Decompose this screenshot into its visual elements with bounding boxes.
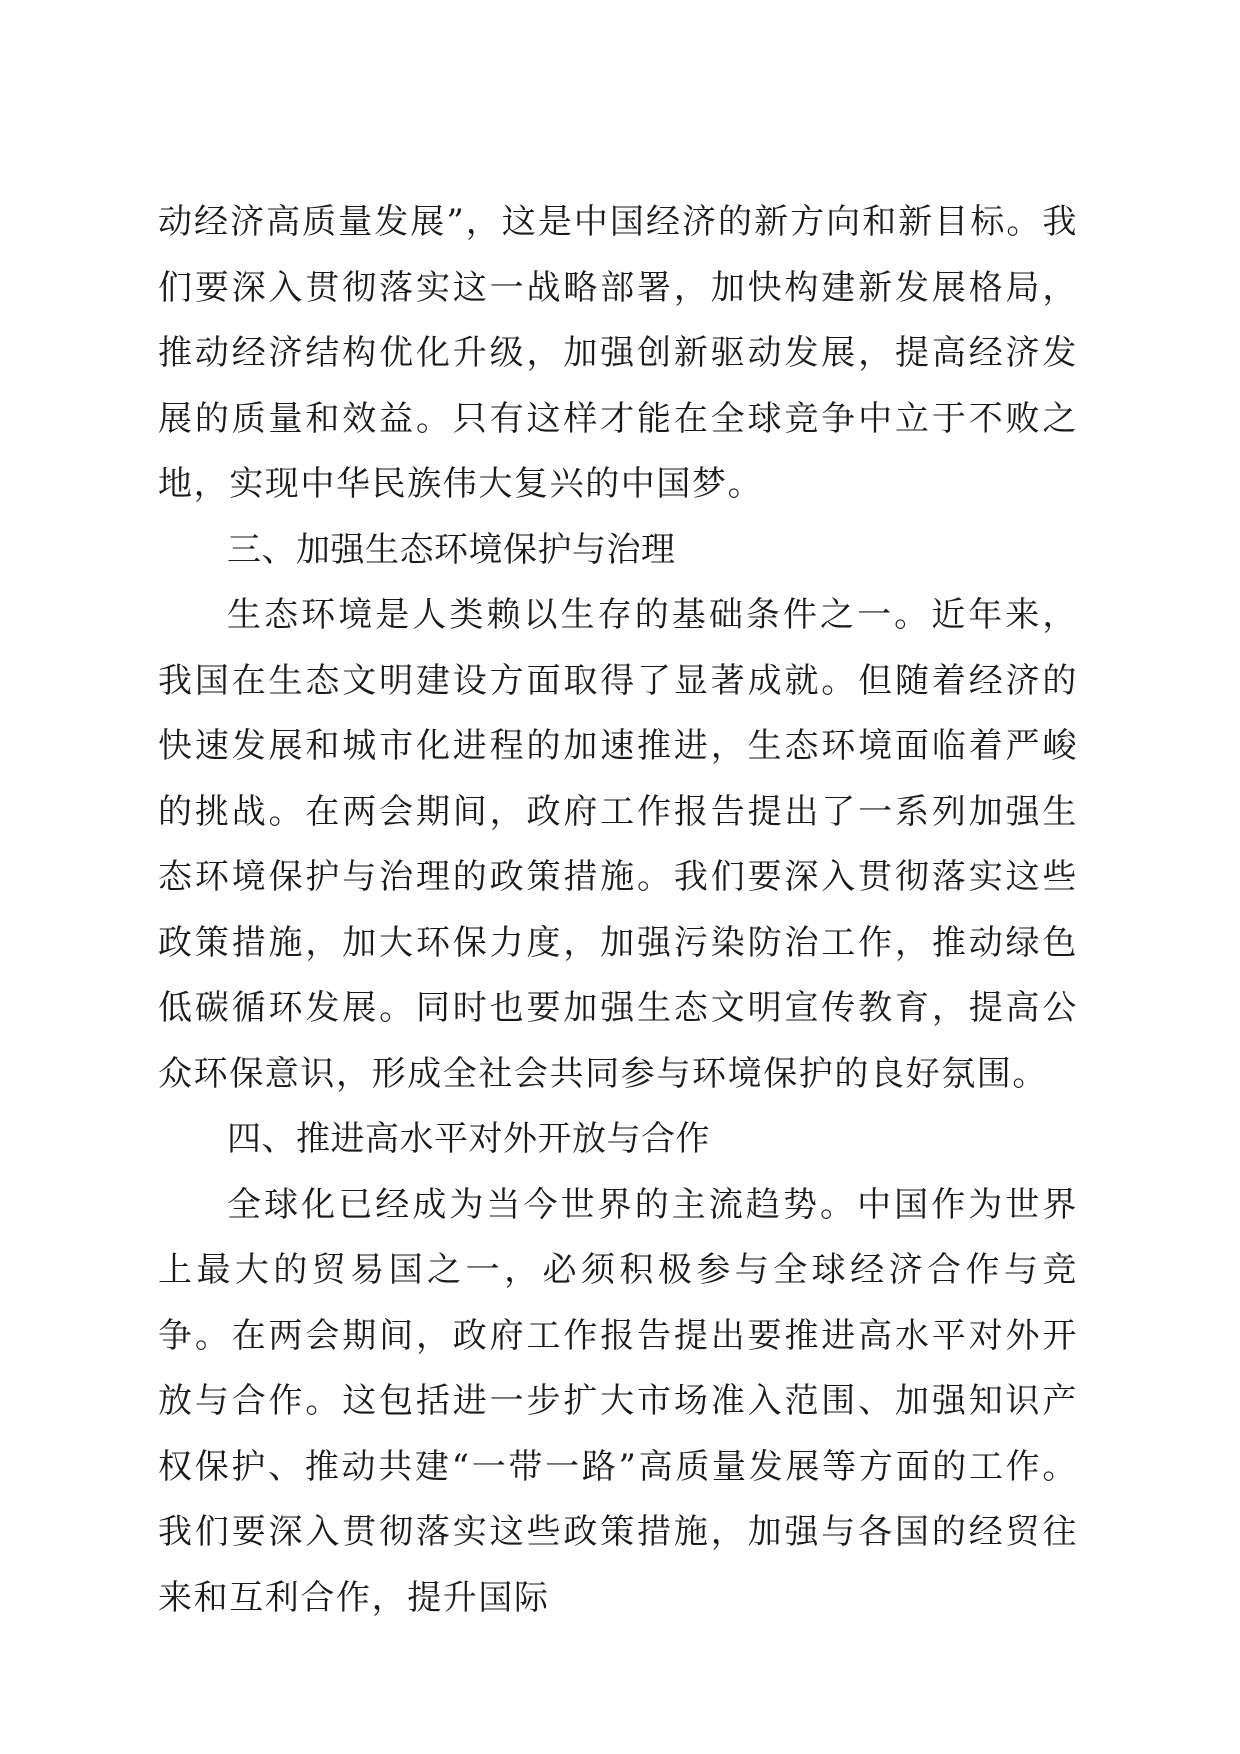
- document-page: [158, 190, 1078, 1631]
- paragraph-ecology: 生态环境是人类赖以生存的基础条件之一。近年来，我国在生态文明建设方面取得了显著成就。但随着经济的快速发展和城市化进程的加速推进，生态环境面临着严峻的挑战。在两会期间，政府工作报告提出了一系列加强生态环境保护与治理的政策措施。我们要深入贯彻落实这些政策措施，加大环保力度，加强污染防治工作，推动绿色低碳循环发展。同时也要加强生态文明宣传教育，提高公众环保意识，形成全社会共同参与环境保护的良好氛围。: [158, 595, 1078, 1094]
- paragraph-economy-continued: 动经济高质量发展”，这是中国经济的新方向和新目标。我们要深入贯彻落实这一战略部署，加快构建新发展格局，推动经济结构优化升级，加强创新驱动发展，提高经济发展的质量和效益。只有这样才能在全球竞争中立于不败之地，实现中华民族伟大复兴的中国梦。: [158, 202, 1078, 504]
- paragraph-opening-up: 全球化已经成为当今世界的主流趋势。中国作为世界上最大的贸易国之一，必须积极参与全球经济合作与竞争。在两会期间，政府工作报告提出要推进高水平对外开放与合作。这包括进一步扩大市场准入范围、加强知识产权保护、推动共建“一带一路”高质量发展等方面的工作。我们要深入贯彻落实这些政策措施，加强与各国的经贸往来和互利合作，提升国际: [158, 1184, 1078, 1618]
- section-heading-ecology: 三、加强生态环境保护与治理: [227, 529, 676, 570]
- section-heading-opening-up: 四、推进高水平对外开放与合作: [227, 1119, 710, 1159]
